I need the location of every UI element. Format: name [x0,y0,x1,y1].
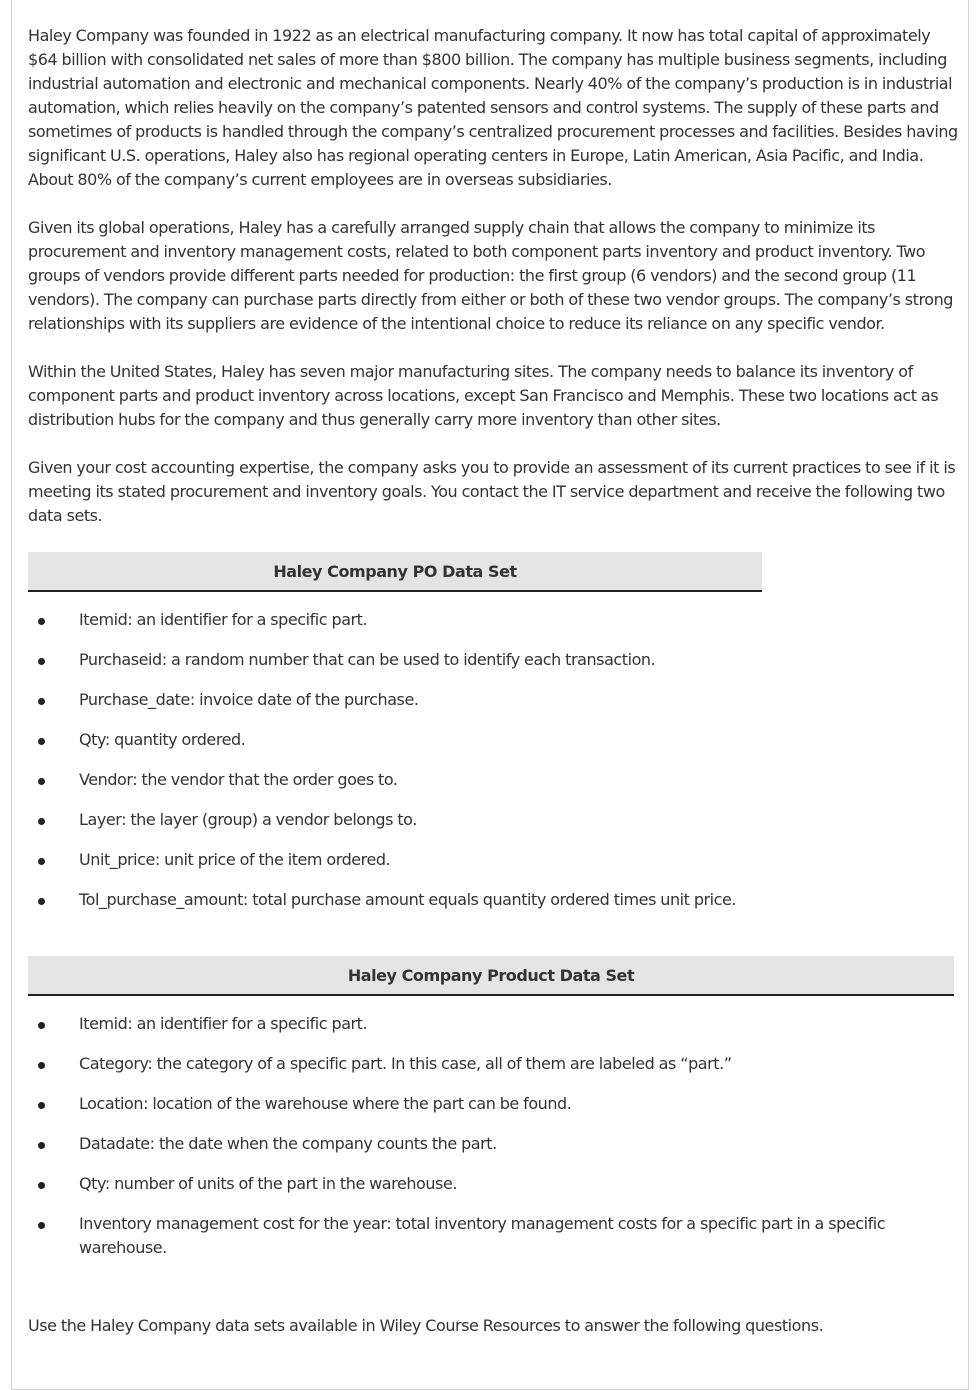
intro-paragraph-4: Given your cost accounting expertise, the company asks you to provide an assessment of its current practices to see if it is meeting its stated procurement and inventory goals. You contact the IT service department and receive the following two data sets. [28,458,956,525]
po-field-item: Layer: the layer (group) a vendor belongs to. [28,808,958,832]
po-field-item: Vendor: the vendor that the order goes to. [28,768,958,792]
po-field-item: Qty: quantity ordered. [28,728,958,752]
spacer [28,1260,958,1314]
product-data-set [28,956,958,1260]
intro-paragraph-3: Within the United States, Haley has seven major manufacturing sites. The company needs to balance its inventory of component parts and product inventory across locations, except San Francisco and Memphis. These two locations act as distribution hubs for the company and thus generally carry more inventory than other sites. [28,362,939,429]
product-field-item: Itemid: an identifier for a specific part. [28,1012,958,1036]
intro-paragraph-1: Haley Company was founded in 1922 as an electrical manufacturing company. It now has total capital of approximately $64 billion with consolidated net sales of more than $800 billion. The company has multiple business segments, including industrial automation and electronic and mechanical components. Nearly 40% of the company’s production is in industrial automation, which relies heavily on the company’s patented sensors and control systems. The supply of these parts and sometimes of products is handled through the company’s centralized procurement processes and facilities. Besides having significant U.S. operations, Haley also has regional operating centers in Europe, Latin American, Asia Pacific, and India. About 80% of the company’s current employees are in overseas subsidiaries. [28,26,958,189]
question-content [28,24,958,1338]
product-data-set-title: Haley Company Product Data Set [28,956,954,996]
po-field-list [28,608,958,912]
po-field-item: Purchase_date: invoice date of the purchase. [28,688,958,712]
product-field-item: Location: location of the warehouse where the part can be found. [28,1092,958,1116]
product-field-item: Datadate: the date when the company counts the part. [28,1132,958,1156]
po-field-item: Tol_purchase_amount: total purchase amount equals quantity ordered times unit price. [28,888,958,912]
intro-paragraph-2: Given its global operations, Haley has a carefully arranged supply chain that allows the company to minimize its procurement and inventory management costs, related to both component parts inventory and product inventory. Two groups of vendors provide different parts needed for production: the first group (6 vendors) and the second group (11 vendors). The company can purchase parts directly from either or both of these two vendor groups. The company’s strong relationships with its suppliers are evidence of the intentional choice to reduce its reliance on any specific vendor. [28,218,953,333]
po-data-set [28,552,958,912]
po-field-item: Unit_price: unit price of the item ordered. [28,848,958,872]
po-field-item: Purchaseid: a random number that can be used to identify each transaction. [28,648,958,672]
product-field-item: Qty: number of units of the part in the warehouse. [28,1172,958,1196]
po-field-item: Itemid: an identifier for a specific part. [28,608,958,632]
product-field-item: Category: the category of a specific part. In this case, all of them are labeled as “part.” [28,1052,958,1076]
spacer [28,912,958,956]
question-card [11,0,969,1390]
product-field-list [28,1012,958,1260]
po-data-set-title: Haley Company PO Data Set [28,552,762,592]
product-field-item: Inventory management cost for the year: total inventory management costs for a specific part in a specific warehouse. [28,1212,958,1260]
closing-instruction: Use the Haley Company data sets available in Wiley Course Resources to answer the following questions. [28,1316,824,1335]
